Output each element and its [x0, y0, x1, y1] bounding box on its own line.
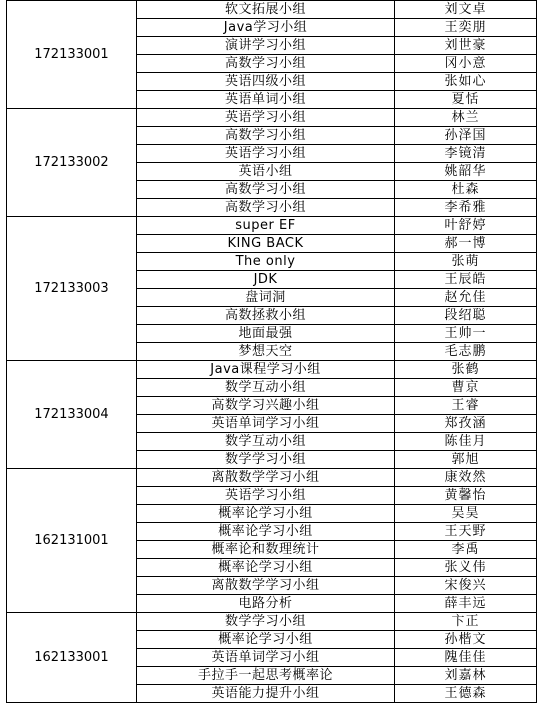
leader-name-cell: 夏恬 [395, 91, 537, 109]
leader-name-cell: 王德森 [395, 685, 537, 703]
leader-name-cell: 姚韶华 [395, 163, 537, 181]
leader-name-cell: 黄馨怡 [395, 487, 537, 505]
group-name-cell: 数学学习小组 [137, 613, 395, 631]
group-name-cell: 英语能力提升小组 [137, 685, 395, 703]
group-name-cell: 盘词洞 [137, 289, 395, 307]
group-name-cell: 英语单词学习小组 [137, 415, 395, 433]
group-table [6, 0, 537, 703]
class-id-cell: 172133003 [7, 217, 137, 361]
leader-name-cell: 李希雅 [395, 199, 537, 217]
leader-name-cell: 冈小意 [395, 55, 537, 73]
leader-name-cell: 陈佳月 [395, 433, 537, 451]
group-name-cell: 数学学习小组 [137, 451, 395, 469]
class-id-cell: 162133001 [7, 613, 137, 703]
group-table-body [7, 1, 537, 703]
leader-name-cell: 王睿 [395, 397, 537, 415]
group-name-cell: 概率论学习小组 [137, 631, 395, 649]
group-name-cell: 概率论学习小组 [137, 559, 395, 577]
group-name-cell: 软文拓展小组 [137, 1, 395, 19]
table-row [7, 613, 537, 631]
group-name-cell: KING BACK [137, 235, 395, 253]
leader-name-cell: 林兰 [395, 109, 537, 127]
leader-name-cell: 刘文卓 [395, 1, 537, 19]
leader-name-cell: 王奕朋 [395, 19, 537, 37]
group-name-cell: Java课程学习小组 [137, 361, 395, 379]
leader-name-cell: 郝一博 [395, 235, 537, 253]
group-name-cell: 高数学习小组 [137, 127, 395, 145]
group-name-cell: 离散数学学习小组 [137, 577, 395, 595]
leader-name-cell: 孙泽国 [395, 127, 537, 145]
leader-name-cell: 康效然 [395, 469, 537, 487]
group-name-cell: 离散数学学习小组 [137, 469, 395, 487]
leader-name-cell: 叶舒婷 [395, 217, 537, 235]
group-name-cell: 梦想天空 [137, 343, 395, 361]
leader-name-cell: 卞正 [395, 613, 537, 631]
group-name-cell: 概率论学习小组 [137, 523, 395, 541]
group-name-cell: 数学互动小组 [137, 433, 395, 451]
leader-name-cell: 王辰皓 [395, 271, 537, 289]
group-name-cell: 英语小组 [137, 163, 395, 181]
group-name-cell: 概率论学习小组 [137, 505, 395, 523]
class-id-cell: 162131001 [7, 469, 137, 613]
table-row [7, 1, 537, 19]
group-name-cell: The only [137, 253, 395, 271]
leader-name-cell: 隗佳佳 [395, 649, 537, 667]
group-name-cell: 演讲学习小组 [137, 37, 395, 55]
group-name-cell: super EF [137, 217, 395, 235]
leader-name-cell: 毛志鹏 [395, 343, 537, 361]
group-name-cell: 电路分析 [137, 595, 395, 613]
group-name-cell: 英语单词学习小组 [137, 649, 395, 667]
leader-name-cell: 张萌 [395, 253, 537, 271]
table-row [7, 109, 537, 127]
group-name-cell: 英语四级小组 [137, 73, 395, 91]
leader-name-cell: 薛丰远 [395, 595, 537, 613]
table-row [7, 217, 537, 235]
leader-name-cell: 杜森 [395, 181, 537, 199]
leader-name-cell: 刘世豪 [395, 37, 537, 55]
leader-name-cell: 赵允佳 [395, 289, 537, 307]
class-id-cell: 172133004 [7, 361, 137, 469]
leader-name-cell: 郑孜涵 [395, 415, 537, 433]
leader-name-cell: 孙楷文 [395, 631, 537, 649]
group-name-cell: 英语单词小组 [137, 91, 395, 109]
group-name-cell: 高数拯救小组 [137, 307, 395, 325]
leader-name-cell: 王帅一 [395, 325, 537, 343]
leader-name-cell: 宋俊兴 [395, 577, 537, 595]
leader-name-cell: 李禹 [395, 541, 537, 559]
leader-name-cell: 张如心 [395, 73, 537, 91]
group-name-cell: 英语学习小组 [137, 109, 395, 127]
group-name-cell: 数学互动小组 [137, 379, 395, 397]
group-name-cell: 英语学习小组 [137, 145, 395, 163]
group-name-cell: 英语学习小组 [137, 487, 395, 505]
group-name-cell: 高数学习兴趣小组 [137, 397, 395, 415]
leader-name-cell: 郭旭 [395, 451, 537, 469]
group-name-cell: 手拉手一起思考概率论 [137, 667, 395, 685]
leader-name-cell: 张义伟 [395, 559, 537, 577]
group-name-cell: 地面最强 [137, 325, 395, 343]
class-id-cell: 172133002 [7, 109, 137, 217]
table-row [7, 361, 537, 379]
group-name-cell: 高数学习小组 [137, 55, 395, 73]
leader-name-cell: 王天野 [395, 523, 537, 541]
leader-name-cell: 曹京 [395, 379, 537, 397]
leader-name-cell: 张鹤 [395, 361, 537, 379]
group-name-cell: 高数学习小组 [137, 199, 395, 217]
leader-name-cell: 刘嘉林 [395, 667, 537, 685]
group-name-cell: Java学习小组 [137, 19, 395, 37]
leader-name-cell: 段绍聪 [395, 307, 537, 325]
group-name-cell: 概率论和数理统计 [137, 541, 395, 559]
leader-name-cell: 李镜清 [395, 145, 537, 163]
group-name-cell: 高数学习小组 [137, 181, 395, 199]
group-name-cell: JDK [137, 271, 395, 289]
table-row [7, 469, 537, 487]
class-id-cell: 172133001 [7, 1, 137, 109]
leader-name-cell: 吴昊 [395, 505, 537, 523]
